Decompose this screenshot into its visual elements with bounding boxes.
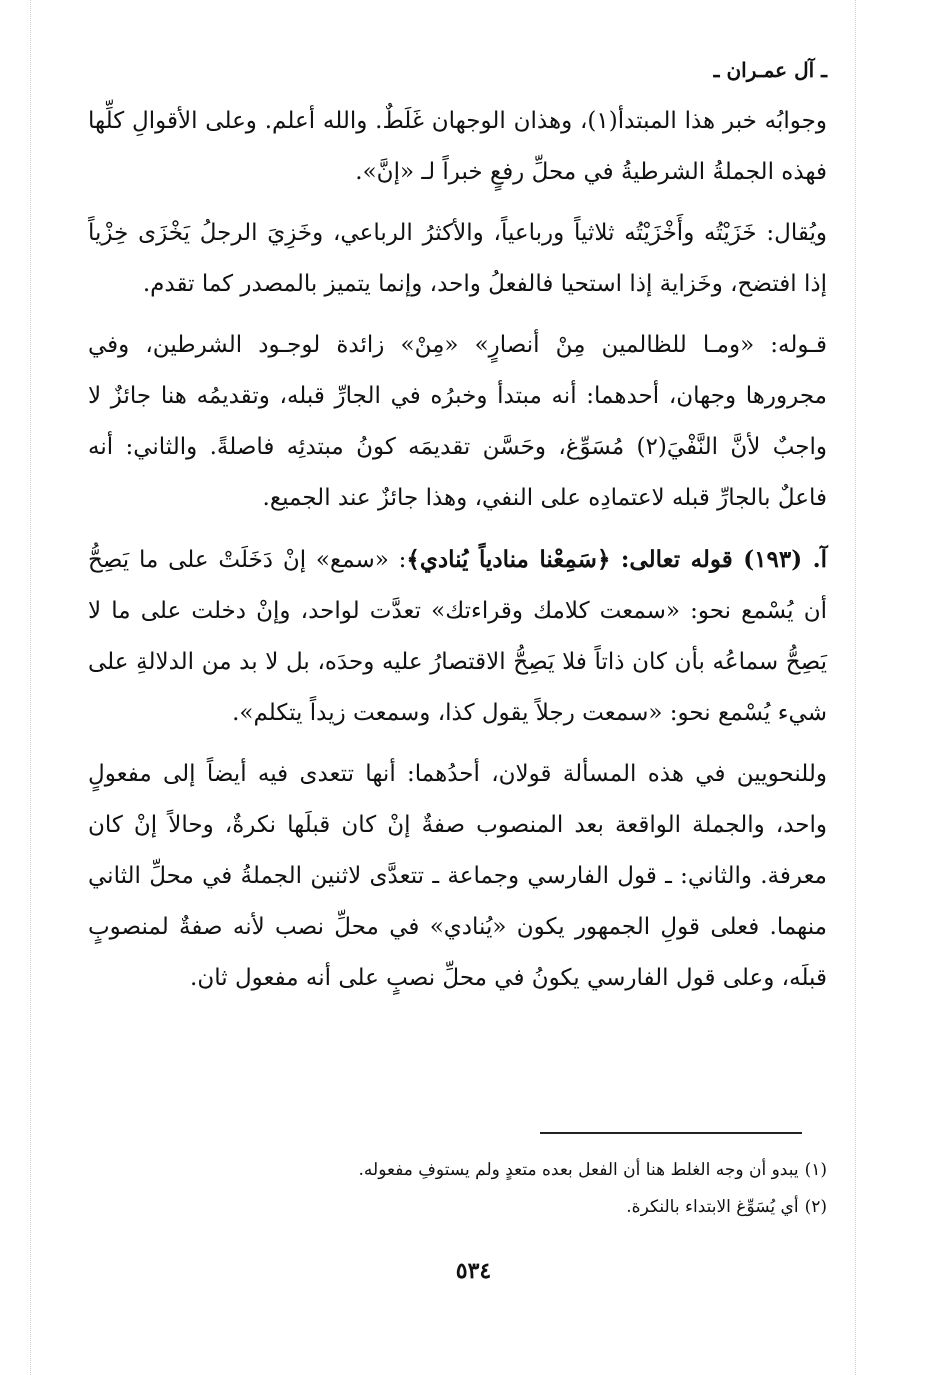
- paragraph: ويُقال: خَزَيْتُه وأَخْزَيْتُه ثلاثياً ورباعياً، والأكثرُ الرباعي، وخَزِيَ الرجلُ يَخْزَى خِزْياً إذا افتضح، وخَزاية إذا استحيا فالفعلُ واحد، وإنما يتميز بالمصدر كما تقدم.: [88, 220, 827, 297]
- footnote-text: أي يُسَوِّغ الابتداء بالنكرة.: [626, 1197, 799, 1217]
- footnote-number: (٢): [804, 1197, 827, 1217]
- footnotes: [200, 1152, 827, 1226]
- paragraph: وللنحويين في هذه المسألة قولان، أحدُهما: أنها تتعدى فيه أيضاً إلى مفعولٍ واحد، والجملة الواقعة بعد المنصوب صفةٌ إنْ كان قبلَها نكرةٌ، وحالاً إنْ كان معرفة. والثاني: ـ قول الفارسي وجماعة ـ تتعدَّى لاثنين الجملةُ في محلِّ الثاني منهما. فعلى قولِ الجمهور يكون «يُنادي» في محلِّ نصب لأنه صفةٌ لمنصوبٍ قبلَه، وعلى قول الفارسي يكونُ في محلِّ نصبٍ على أنه مفعول ثان.: [88, 761, 827, 991]
- running-header: ـ آل عمـران ـ: [713, 58, 827, 82]
- verse-label: آ. (١٩٣) قوله تعالى: ﴿سَمِعْنا منادياً يُنادي﴾: [406, 546, 827, 573]
- margin-guide: [855, 0, 856, 1375]
- footnote-separator: [540, 1132, 802, 1134]
- main-text: [88, 96, 827, 1014]
- footnote-number: (١): [804, 1160, 827, 1180]
- paragraph: وجوابُه خبر هذا المبتدأ(١)، وهذان الوجهان غَلَطٌ. والله أعلم. وعلى الأقوالِ كلِّها فهذه الجملةُ الشرطيةُ في محلِّ رفعٍ خبراً لـ «إنَّ».: [88, 108, 828, 185]
- footnote: [200, 1189, 827, 1226]
- margin-guide: [30, 0, 31, 1375]
- verse-text: : «سمع» إنْ دَخَلَتْ على ما يَصِحُّ أن يُسْمع نحو: «سمعت كلامك وقراءتك» تعدَّت لواحد، وإنْ دخلت على ما لا يَصِحُّ سماعُه بأن كان ذاتاً فلا يَصِحُّ الاقتصارُ عليه وحدَه، بل لا بد من الدلالةِ على شيء يُسْمع نحو: «سمعت رجلاً يقول كذا، وسمعت زيداً يتكلم».: [88, 547, 827, 726]
- footnote-text: يبدو أن وجه الغلط هنا أن الفعل بعده متعدٍ ولم يستوفِ مفعوله.: [358, 1160, 799, 1180]
- verse-paragraph: [88, 534, 827, 739]
- footnote: [200, 1152, 827, 1189]
- paragraph: قـوله: «ومـا للظالمين مِنْ أنصارٍ» «مِنْ» زائدة لوجـود الشرطين، وفي مجرورها وجهان، أحدهما: أنه مبتدأ وخبرُه في الجارِّ قبله، وتقديمُه هنا جائزٌ لا واجبٌ لأنَّ النَّفْيَ(٢) مُسَوِّغ، وحَسَّن تقديمَه كونُ مبتدئِه فاصلةً. والثاني: أنه فاعلٌ بالجارِّ قبله لاعتمادِه على النفي، وهذا جائزٌ عند الجميع.: [88, 332, 828, 511]
- page-number: ٥٣٤: [455, 1258, 492, 1284]
